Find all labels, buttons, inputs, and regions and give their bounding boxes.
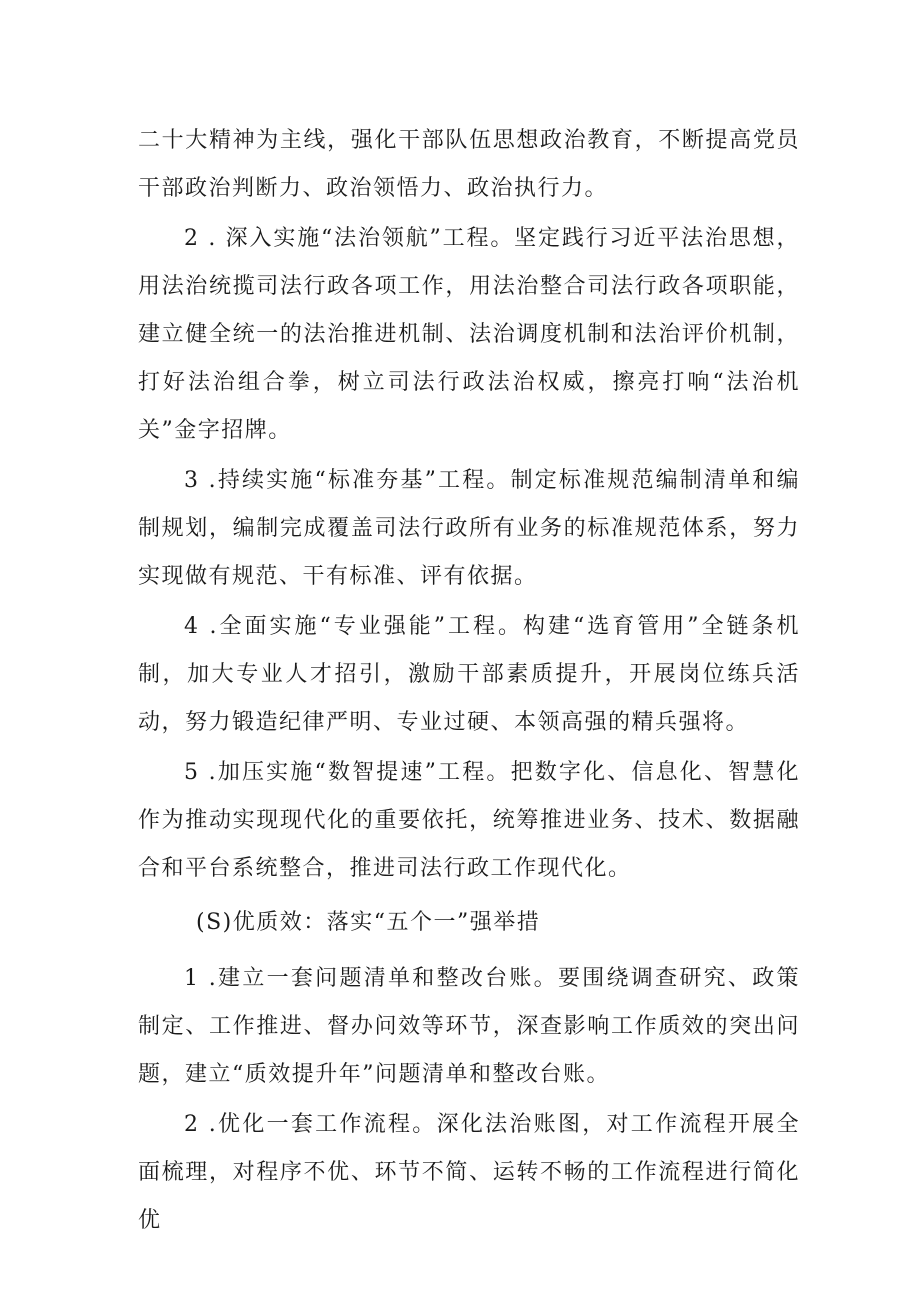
section-heading: (S)优质效：落实“五个一”强举措 bbox=[196, 910, 541, 935]
paragraph-item-3: 3 .持续实施“标准夯基”工程。制定标准规范编制清单和编制规划，编制完成覆盖司法行政所有业务的标准规范体系，努力实现做有规范、干有标准、评有依据。 bbox=[138, 468, 800, 589]
paragraph-item-5: 5 .加压实施“数智提速”工程。把数字化、信息化、智慧化作为推动实现现代化的重要依托，统筹推进业务、技术、数据融合和平台系统整合，推进司法行政工作现代化。 bbox=[138, 760, 800, 881]
paragraph-sub-item-1: 1 .建立一套问题清单和整改台账。要围绕调查研究、政策制定、工作推进、督办问效等环节，深查影响工作质效的突出问题，建立“质效提升年”问题清单和整改台账。 bbox=[138, 966, 800, 1087]
paragraph-sub-item-2: 2 .优化一套工作流程。深化法治账图，对工作流程开展全面梳理，对程序不优、环节不简、运转不畅的工作流程进行简化优 bbox=[138, 1112, 800, 1233]
paragraph-intro: 二十大精神为主线，强化干部队伍思想政治教育，不断提高党员干部政治判断力、政治领悟力、政治执行力。 bbox=[138, 128, 800, 201]
paragraph-item-2: 2 . 深入实施“法治领航”工程。坚定践行习近平法治思想，用法治统揽司法行政各项工作，用法治整合司法行政各项职能，建立健全统一的法治推进机制、法治调度机制和法治评价机制，打好法治组合拳，树立司法行政法治权威，擦亮打响“法治机关”金字招牌。 bbox=[138, 226, 800, 443]
paragraph-item-4: 4 .全面实施“专业强能”工程。构建“选育管用”全链条机制，加大专业人才招引，激励干部素质提升，开展岗位练兵活动，努力锻造纪律严明、专业过硬、本领高强的精兵强将。 bbox=[138, 614, 800, 735]
